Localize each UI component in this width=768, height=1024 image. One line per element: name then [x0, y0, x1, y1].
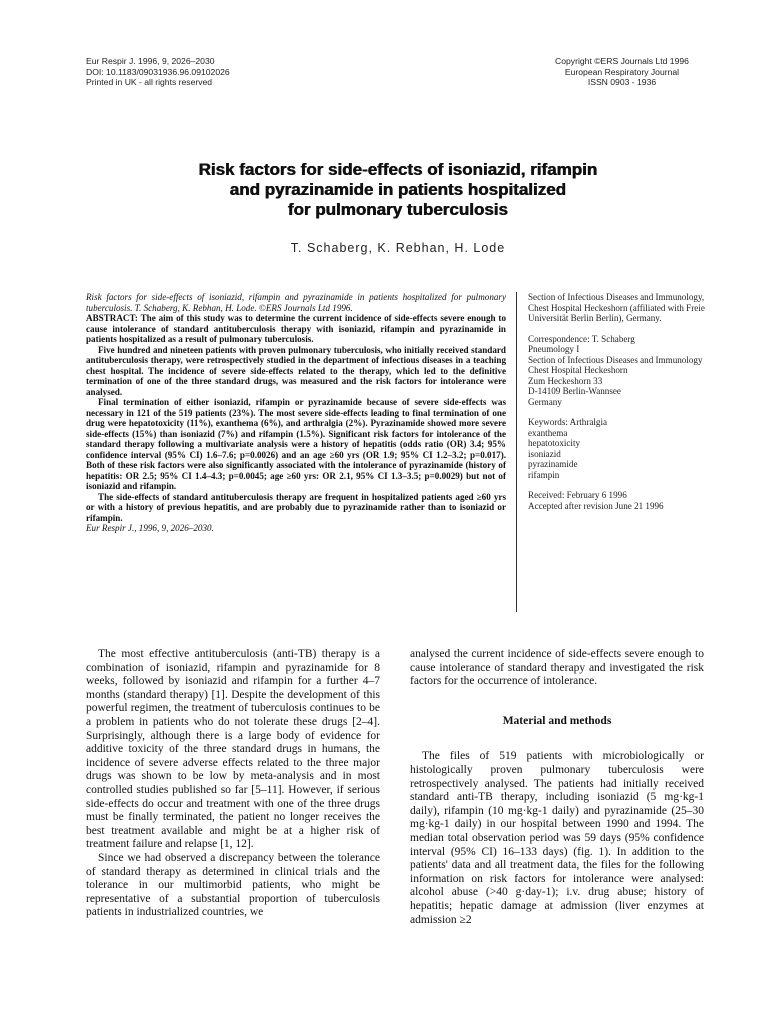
- body-paragraph: Since we had observed a discrepancy between the tolerance of standard therapy as determined in clinical trials and the tolerance in our multimorbid patients, who might be representative of a substantial proportion of tuberculosis patients in industrialized countries, we: [86, 851, 380, 919]
- journal-name-line: European Respiratory Journal: [564, 66, 680, 77]
- correspondence-line: Pneumology I: [528, 344, 580, 354]
- article-authors: T. Schaberg, K. Rebhan, H. Lode: [290, 241, 506, 255]
- abstract-footer-citation: Eur Respir J., 1996, 9, 2026–2030.: [86, 523, 214, 533]
- abstract-paragraph: ABSTRACT: The aim of this study was to determine the current incidence of side-effects severe enough to cause intolerance of standard antituberculosis therapy with isoniazid, rifampin and pyrazinamide in patients hospitalized as a result of pulmonary tuberculosis.: [86, 313, 506, 344]
- printed-line: Printed in UK - all rights reserved: [86, 77, 213, 87]
- body-paragraph: analysed the current incidence of side-effects severe enough to cause intolerance of standard therapy and investigated the risk factors for the occurrence of intolerance.: [410, 648, 704, 688]
- title-line: Risk factors for side-effects of isoniazid, rifampin: [198, 160, 598, 179]
- body-paragraph: The files of 519 patients with microbiologically or histologically proven pulmonary tuberculosis were retrospectively analysed. The patients had initially received standard anti-TB therapy, including isoniazid (5 mg·kg-1 daily), rifampin (10 mg·kg-1 daily) and pyrazinamide (25–30 mg·kg-1 daily) in our hospital between 1990 and 1994. The median total observation period was 59 days (95% confidence interval (95% CI) 16–133 days) (fig. 1). In addition to the patients' data and all treatment data, the files for the following information on risk factors for intolerance were analysed: alcohol abuse (>40 g·day-1); i.v. drug abuse; history of hepatitis; hepatic damage at admission (liver enzymes at admission ≥2: [410, 750, 704, 926]
- correspondence-line: Germany: [528, 396, 562, 407]
- section-heading: Material and methods: [502, 714, 612, 727]
- body-column-left: [86, 648, 380, 920]
- journal-header-left: [86, 56, 230, 88]
- title-line: for pulmonary tuberculosis: [287, 200, 509, 219]
- keyword-line: exanthema: [528, 427, 568, 438]
- abstract-citation: Risk factors for side-effects of isoniazid, rifampin and pyrazinamide in patients hospitalized for pulmonary tuberculosis. T. Schaberg, K. Rebhan, H. Lode. ©ERS Journals Ltd 1996.: [86, 292, 506, 313]
- body-column-right: [410, 648, 704, 927]
- received-date: Received: February 6 1996: [528, 490, 627, 500]
- correspondence-line: Correspondence: T. Schaberg: [528, 333, 635, 344]
- abstract-paragraph: Final termination of either isoniazid, rifampin or pyrazinamide because of severe side-effects was necessary in 121 of the 519 patients (23%). The most severe side-effects leading to final termination of one drug were hepatotoxicity (11%), exanthema (6%), and arthralgia (2%). Pyrazinamide showed more severe side-effects (15%) than isoniazid (7%) and rifampin (1.5%). Significant risk factors for intolerance of the standard therapy following a multivariate analysis were a history of hepatitis (odds ratio (OR) 3.4; 95% confidence interval (95% CI) 1.6–7.6; p=0.0026) and an age ≥60 yrs (OR 1.9; 95% CI 1.2–3.2; p=0.017). Both of these risk factors were also significantly associated with the intolerance of pyrazinamide (history of hepatitis: OR 2.5; 95% CI 1.4–4.3; p=0.0045; age ≥60 yrs: OR 2.1, 95% CI 1.3–3.5; p=0.0029) but not of isoniazid and rifampin.: [86, 397, 506, 491]
- correspondence-line: D-14109 Berlin-Wannsee: [528, 386, 621, 396]
- article-title: [86, 160, 710, 220]
- keyword-line: pyrazinamide: [528, 459, 578, 469]
- body-paragraph: The most effective antituberculosis (anti-TB) therapy is a combination of isoniazid, rifampin and pyrazinamide for 8 weeks, followed by isoniazid and rifampin for a further 4–7 months (standard therapy) [1]. Despite the development of this powerful regimen, the treatment of tuberculosis continues to be a problem in patients who do not tolerate these drugs [2–4]. Surprisingly, although there is a large body of evidence for additive toxicity of the three standard drugs in humans, the incidence of severe adverse effects related to the three major drugs was shown to be low by meta-analysis and in most controlled studies published so far [5–11]. However, if serious side-effects do occur and treatment with one of the three drugs must be finally terminated, the patient no longer receives the best treatment available and might be at a higher risk of treatment failure and relapse [1, 12].: [86, 648, 380, 851]
- keyword-line: isoniazid: [528, 448, 561, 459]
- abstract-paragraph: Five hundred and nineteen patients with proven pulmonary tuberculosis, who initially received standard antituberculosis therapy, were retrospectively studied in the department of infectious diseases in a teaching chest hospital. The incidence of severe side-effects related to the therapy, which led to the definitive termination of one of the three standard drugs, was measured and the risk factors for intolerance were analysed.: [86, 344, 506, 397]
- copyright-line: Copyright ©ERS Journals Ltd 1996: [555, 56, 689, 66]
- keyword-line: hepatotoxicity: [528, 438, 581, 448]
- doi-line: DOI: 10.1183/09031936.96.09102026: [86, 66, 230, 77]
- journal-citation-line: Eur Respir J. 1996, 9, 2026–2030: [86, 56, 215, 66]
- keyword-line: Keywords: Arthralgia: [528, 417, 608, 427]
- column-divider: [516, 292, 517, 612]
- accepted-date: Accepted after revision June 21 1996: [528, 500, 664, 511]
- journal-header-right: [540, 56, 704, 88]
- correspondence-line: Section of Infectious Diseases and Immunology: [528, 354, 703, 365]
- affiliation: Section of Infectious Diseases and Immunology, Chest Hospital Heckeshorn (affiliated with Freie Universität Berlin Berlin), Germany.: [528, 292, 705, 323]
- issn-line: ISSN 0903 - 1936: [587, 77, 657, 87]
- keyword-line: rifampin: [528, 469, 560, 480]
- article-sidebar: [528, 292, 708, 511]
- abstract-paragraph: The side-effects of standard antituberculosis therapy are frequent in hospitalized patients aged ≥60 yrs or with a history of previous hepatitis, and are probably due to pyrazinamide rather than to isoniazid or rifampin.: [86, 491, 506, 523]
- title-line: and pyrazinamide in patients hospitalized: [229, 180, 567, 199]
- correspondence-line: Zum Heckeshorn 33: [528, 375, 603, 386]
- correspondence-line: Chest Hospital Heckeshorn: [528, 365, 628, 375]
- abstract-block: [86, 292, 506, 534]
